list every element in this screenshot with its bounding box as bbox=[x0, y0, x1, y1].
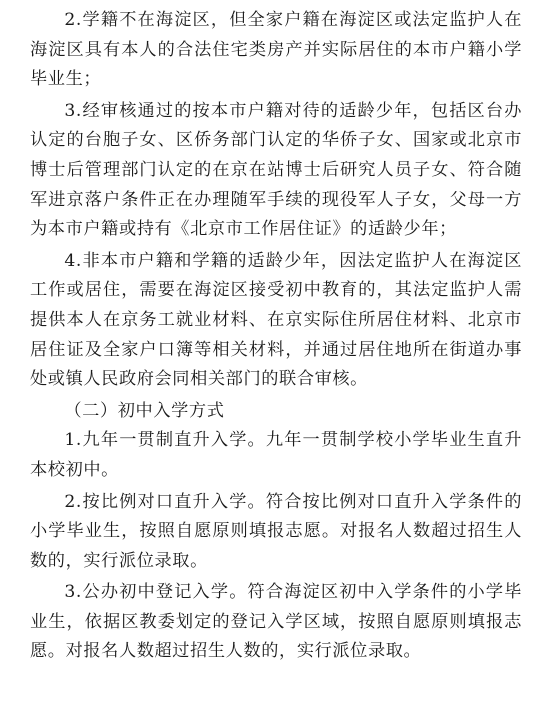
paragraph-treated-as-local: 3.经审核通过的按本市户籍对待的适龄少年，包括区台办认定的台胞子女、区侨务部门认定的华侨子女、国家或北京市博士后管理部门认定的在京在站博士后研究人员子女、符合随军进京落户条件正在办理随军手续的现役军人子女，父母一方为本市户籍或持有《北京市工作居住证》的适龄少年； bbox=[30, 100, 522, 240]
paragraph-nine-year-direct: 1.九年一贯制直升入学。九年一贯制学校小学毕业生直升本校初中。 bbox=[30, 430, 522, 480]
paragraph-proportional-direct: 2.按比例对口直升入学。符合按比例对口直升入学条件的小学毕业生，按照自愿原则填报志愿。对报名人数超过招生人数的，实行派位录取。 bbox=[30, 491, 522, 571]
paragraph-public-registration: 3.公办初中登记入学。符合海淀区初中入学条件的小学毕业生，依据区教委划定的登记入学区域，按照自愿原则填报志愿。对报名人数超过招生人数的，实行派位录取。 bbox=[30, 582, 522, 662]
section-heading-admission-methods: （二）初中入学方式 bbox=[64, 400, 225, 421]
paragraph-household-registration: 2.学籍不在海淀区，但全家户籍在海淀区或法定监护人在海淀区具有本人的合法住宅类房产并实际居住的本市户籍小学毕业生； bbox=[30, 10, 522, 90]
paragraph-non-local-review: 4.非本市户籍和学籍的适龄少年，因法定监护人在海淀区工作或居住，需要在海淀区接受初中教育的，其法定监护人需提供本人在京务工就业材料、在京实际住所居住材料、北京市居住证及全家户口簿等相关材料，并通过居住地所在街道办事处或镇人民政府会同相关部门的联合审核。 bbox=[30, 250, 522, 390]
